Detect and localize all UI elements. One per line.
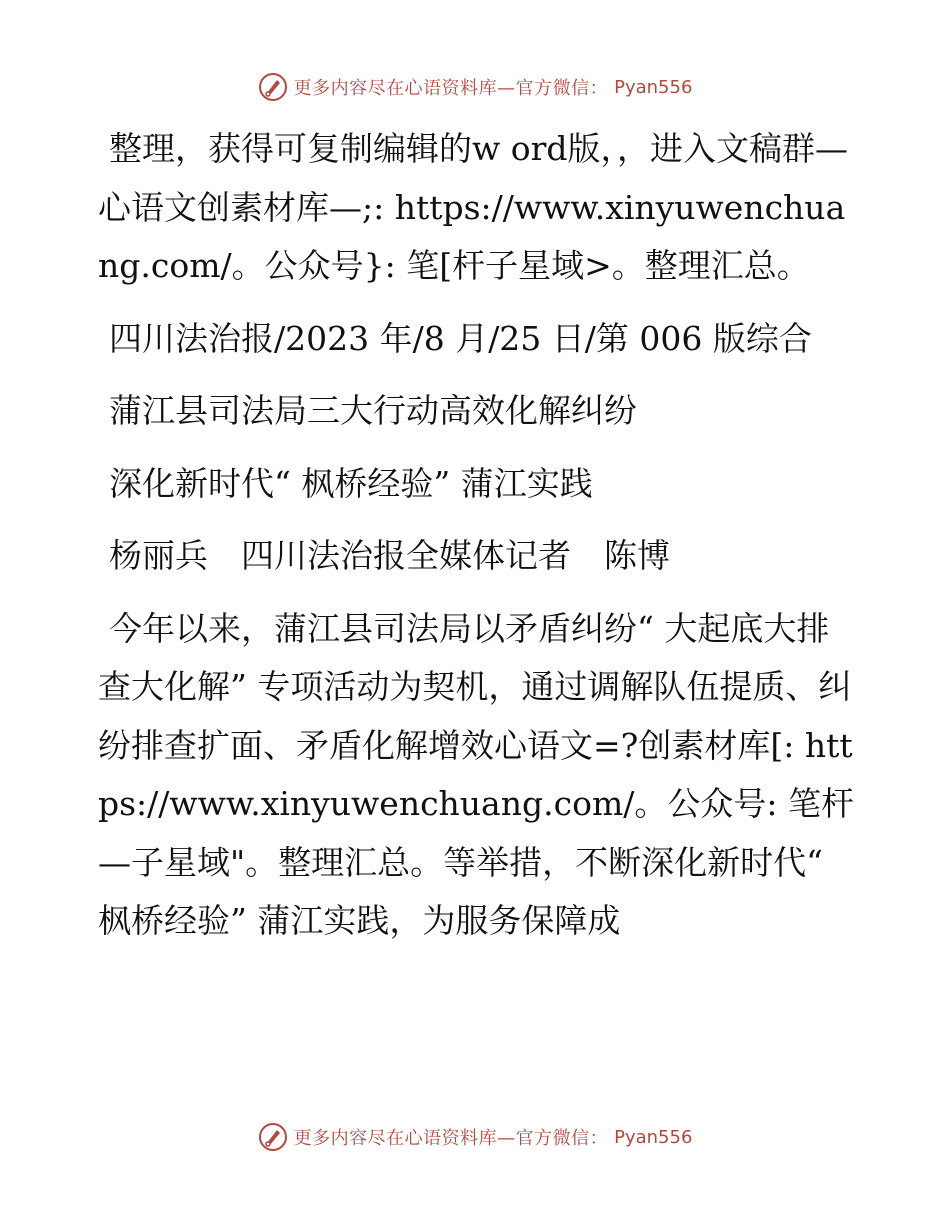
watermark-text: 更多内容尽在心语资料库—官方微信： [293,78,609,99]
byline: 杨丽兵 四川法治报全媒体记者 陈博 [109,536,670,575]
pen-nib-icon [258,72,288,102]
source-line: 四川法治报/2023 年/8 月/25 日/第 006 版综合 [109,318,812,358]
footer-watermark [0,1122,950,1152]
body-paragraph: 今年以来，蒲江县司法局以矛盾纠纷“ 大起底大排查大化解” 专项活动为契机，通过调解队伍提质、纠纷排查扩面、矛盾化解增效心语文=?创素材库[: https://www.xinyuwenchuang.com/。公众号: 笔杆—子星域"。整理汇总。等举措，不断深化新时代“ 枫桥经验” 蒲江实践，为服务保障成 [98,608,854,940]
header-watermark [0,72,950,102]
watermark-contact: Pyan556 [614,1126,693,1148]
headline: 蒲江县司法局三大行动高效化解纠纷 [109,391,637,430]
intro-paragraph: 整理，获得可复制编辑的w ord版，，进入文稿群—心语文创素材库—;: https://www.xinyuwenchuang.com/。公众号}: 笔[杆子星域>。整理汇总。 [98,129,849,285]
document-body [98,120,858,965]
pen-nib-icon [258,1122,288,1152]
subheadline: 深化新时代“ 枫桥经验” 蒲江实践 [109,463,593,503]
watermark-text: 更多内容尽在心语资料库—官方微信： [293,1128,609,1149]
watermark-contact: Pyan556 [614,76,693,98]
